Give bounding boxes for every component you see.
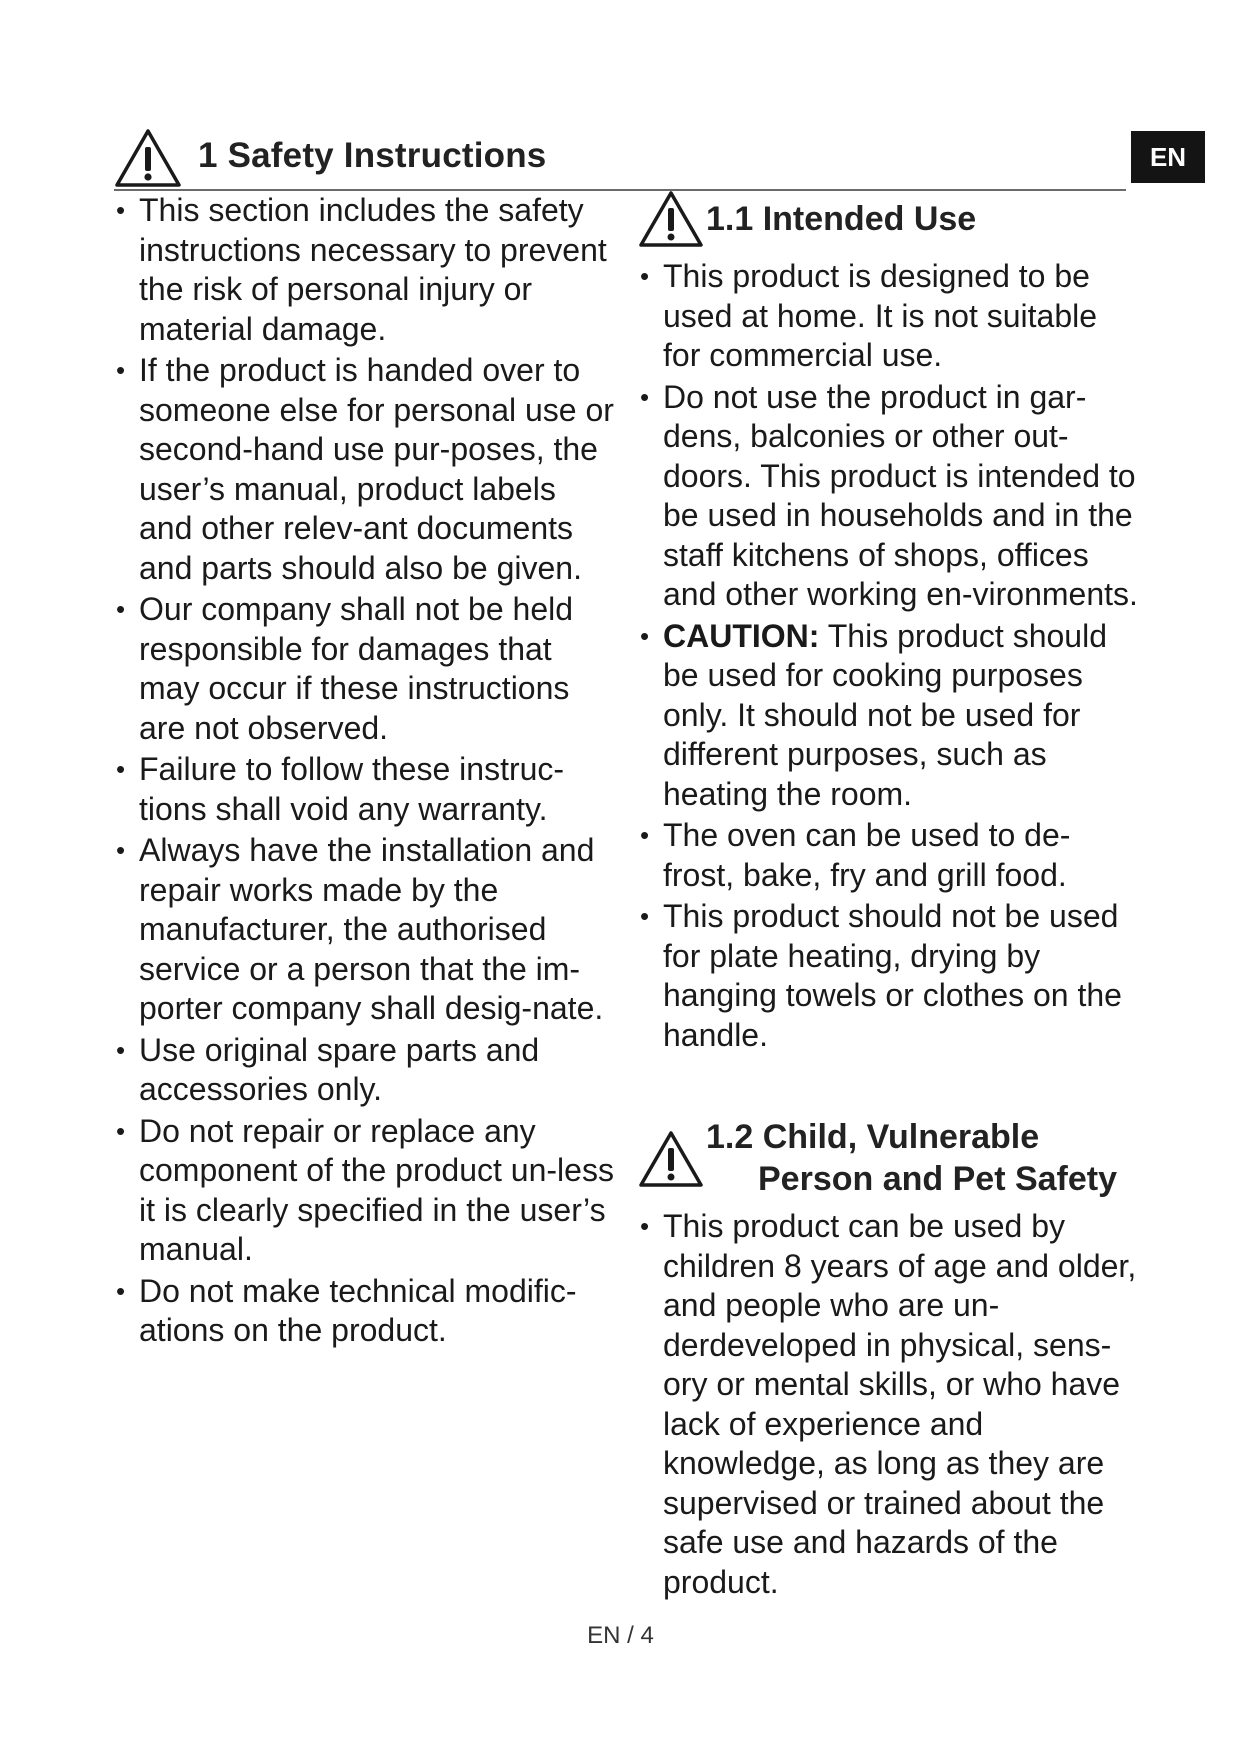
list-item: • Do not repair or replace any component of the product un-less it is clearly specified in the user’s manual. xyxy=(114,1112,614,1270)
caution-label: CAUTION: xyxy=(663,617,820,654)
warning-triangle-icon xyxy=(114,128,182,188)
child-safety-title xyxy=(706,1116,1117,1200)
list-item: • This product is designed to be used at home. It is not suitable for commercial use. xyxy=(638,257,1138,376)
language-badge: EN xyxy=(1131,131,1205,183)
intended-use-title: 1.1 Intended Use xyxy=(706,200,977,238)
child-safety-title-line1: 1.2 Child, Vulnerable xyxy=(706,1118,1040,1156)
section-header xyxy=(114,126,1126,190)
child-safety-header xyxy=(638,1116,1128,1202)
list-item: • The oven can be used to de-frost, bake, fry and grill food. xyxy=(638,816,1138,895)
list-item: • Failure to follow these instruc-tions shall void any warranty. xyxy=(114,750,614,829)
child-safety-title-line2: Person and Pet Safety xyxy=(758,1160,1118,1198)
list-item-caution xyxy=(638,617,1138,815)
safety-instructions-list xyxy=(114,191,614,1353)
list-item: • Always have the installation and repair works made by the manufacturer, the authorised service or a person that the im-porter company shall desig-nate. xyxy=(114,831,614,1029)
list-item: • Use original spare parts and accessories only. xyxy=(114,1031,614,1110)
warning-triangle-icon xyxy=(638,190,704,248)
section-title: 1 Safety Instructions xyxy=(198,136,547,175)
list-item: • This section includes the safety instructions necessary to prevent the risk of personal injury or material damage. xyxy=(114,191,614,349)
list-item: • This product should not be used for plate heating, drying by hanging towels or clothes on the handle. xyxy=(638,897,1138,1055)
list-item: • Do not use the product in gar-dens, balconies or other out-doors. This product is intended to be used in households and in the staff kitchens of shops, offices and other working en-vironments. xyxy=(638,378,1138,615)
list-item: • This product can be used by children 8 years of age and older, and people who are un-derdeveloped in physical, sens-ory or mental skills, or who have lack of experience and knowledge, as long as they are supervised or trained about the safe use and hazards of the product. xyxy=(638,1207,1138,1602)
child-safety-list xyxy=(638,1207,1138,1602)
list-item: • Do not make technical modific-ations on the product. xyxy=(114,1272,614,1351)
list-item: • If the product is handed over to someone else for personal use or second-hand use pur-poses, the user’s manual, product labels and other relev-ant documents and parts should also be given. xyxy=(114,351,614,588)
caution-text: This product should be used for cooking purposes only. It should not be used for different purposes, such as heating the room. xyxy=(663,617,1107,812)
intended-use-header xyxy=(638,190,1128,250)
intended-use-list xyxy=(638,257,1138,1057)
page-number: EN / 4 xyxy=(587,1622,654,1649)
warning-triangle-icon xyxy=(638,1130,704,1188)
list-item: • Our company shall not be held responsible for damages that may occur if these instructions are not observed. xyxy=(114,590,614,748)
